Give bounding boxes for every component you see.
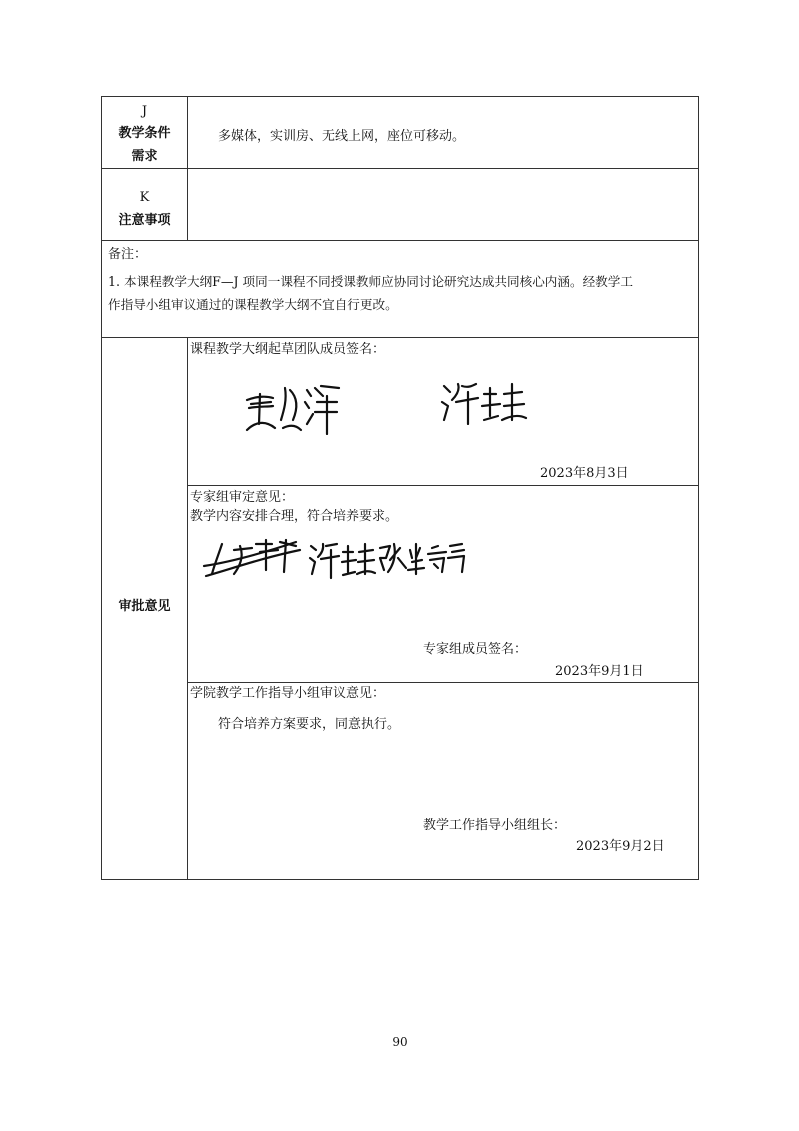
section-j-title-line2: 需求	[131, 149, 158, 164]
drafting-label: 课程教学大纲起草团队成员签名：	[190, 342, 386, 357]
section-k-letter: K	[139, 190, 150, 205]
expert-opinion: 教学内容安排合理，符合培养要求。	[190, 509, 399, 524]
table-line-remarks-approval	[101, 337, 699, 338]
college-label: 学院教学工作指导小组审议意见：	[190, 686, 386, 701]
college-opinion: 符合培养方案要求，同意执行。	[218, 717, 401, 732]
signature-drafting-1	[243, 380, 343, 435]
table-divider-lower	[187, 337, 188, 880]
expert-sign-label: 专家组成员签名：	[423, 642, 528, 657]
remarks-heading: 备注：	[108, 247, 148, 262]
table-line-expert-college	[187, 682, 699, 683]
table-border-bottom	[101, 879, 699, 880]
section-j-content: 多媒体，实训房、无线上网，座位可移动。	[218, 129, 466, 144]
college-sign-label: 教学工作指导小组组长：	[423, 818, 567, 833]
table-border-top	[101, 96, 699, 97]
section-k-title: 注意事项	[118, 213, 171, 228]
drafting-date: 2023年8月3日	[540, 466, 629, 481]
signature-drafting-2	[438, 380, 528, 425]
signature-expert-3	[376, 540, 468, 576]
page-number: 90	[392, 1035, 408, 1049]
remarks-line2: 作指导小组审议通过的课程教学大纲不宜自行更改。	[108, 297, 398, 312]
remarks-line1: 1. 本课程教学大纲F—J 项同一课程不同授课教师应协同讨论研究达成共同核心内涵。经教学工	[108, 274, 633, 289]
table-border-right	[698, 96, 699, 880]
table-line-drafting-expert	[187, 485, 699, 486]
table-line-j-k	[101, 168, 699, 169]
signature-expert-2	[307, 540, 377, 580]
expert-label: 专家组审定意见：	[190, 490, 295, 505]
section-j-title-line1: 教学条件	[118, 126, 171, 141]
expert-date: 2023年9月1日	[555, 664, 644, 679]
signature-expert-1	[200, 532, 304, 580]
section-j-letter: J	[141, 104, 148, 119]
approval-label: 审批意见	[118, 599, 171, 614]
table-line-k-remarks	[101, 240, 699, 241]
college-date: 2023年9月2日	[576, 839, 665, 854]
table-divider-upper	[187, 96, 188, 241]
